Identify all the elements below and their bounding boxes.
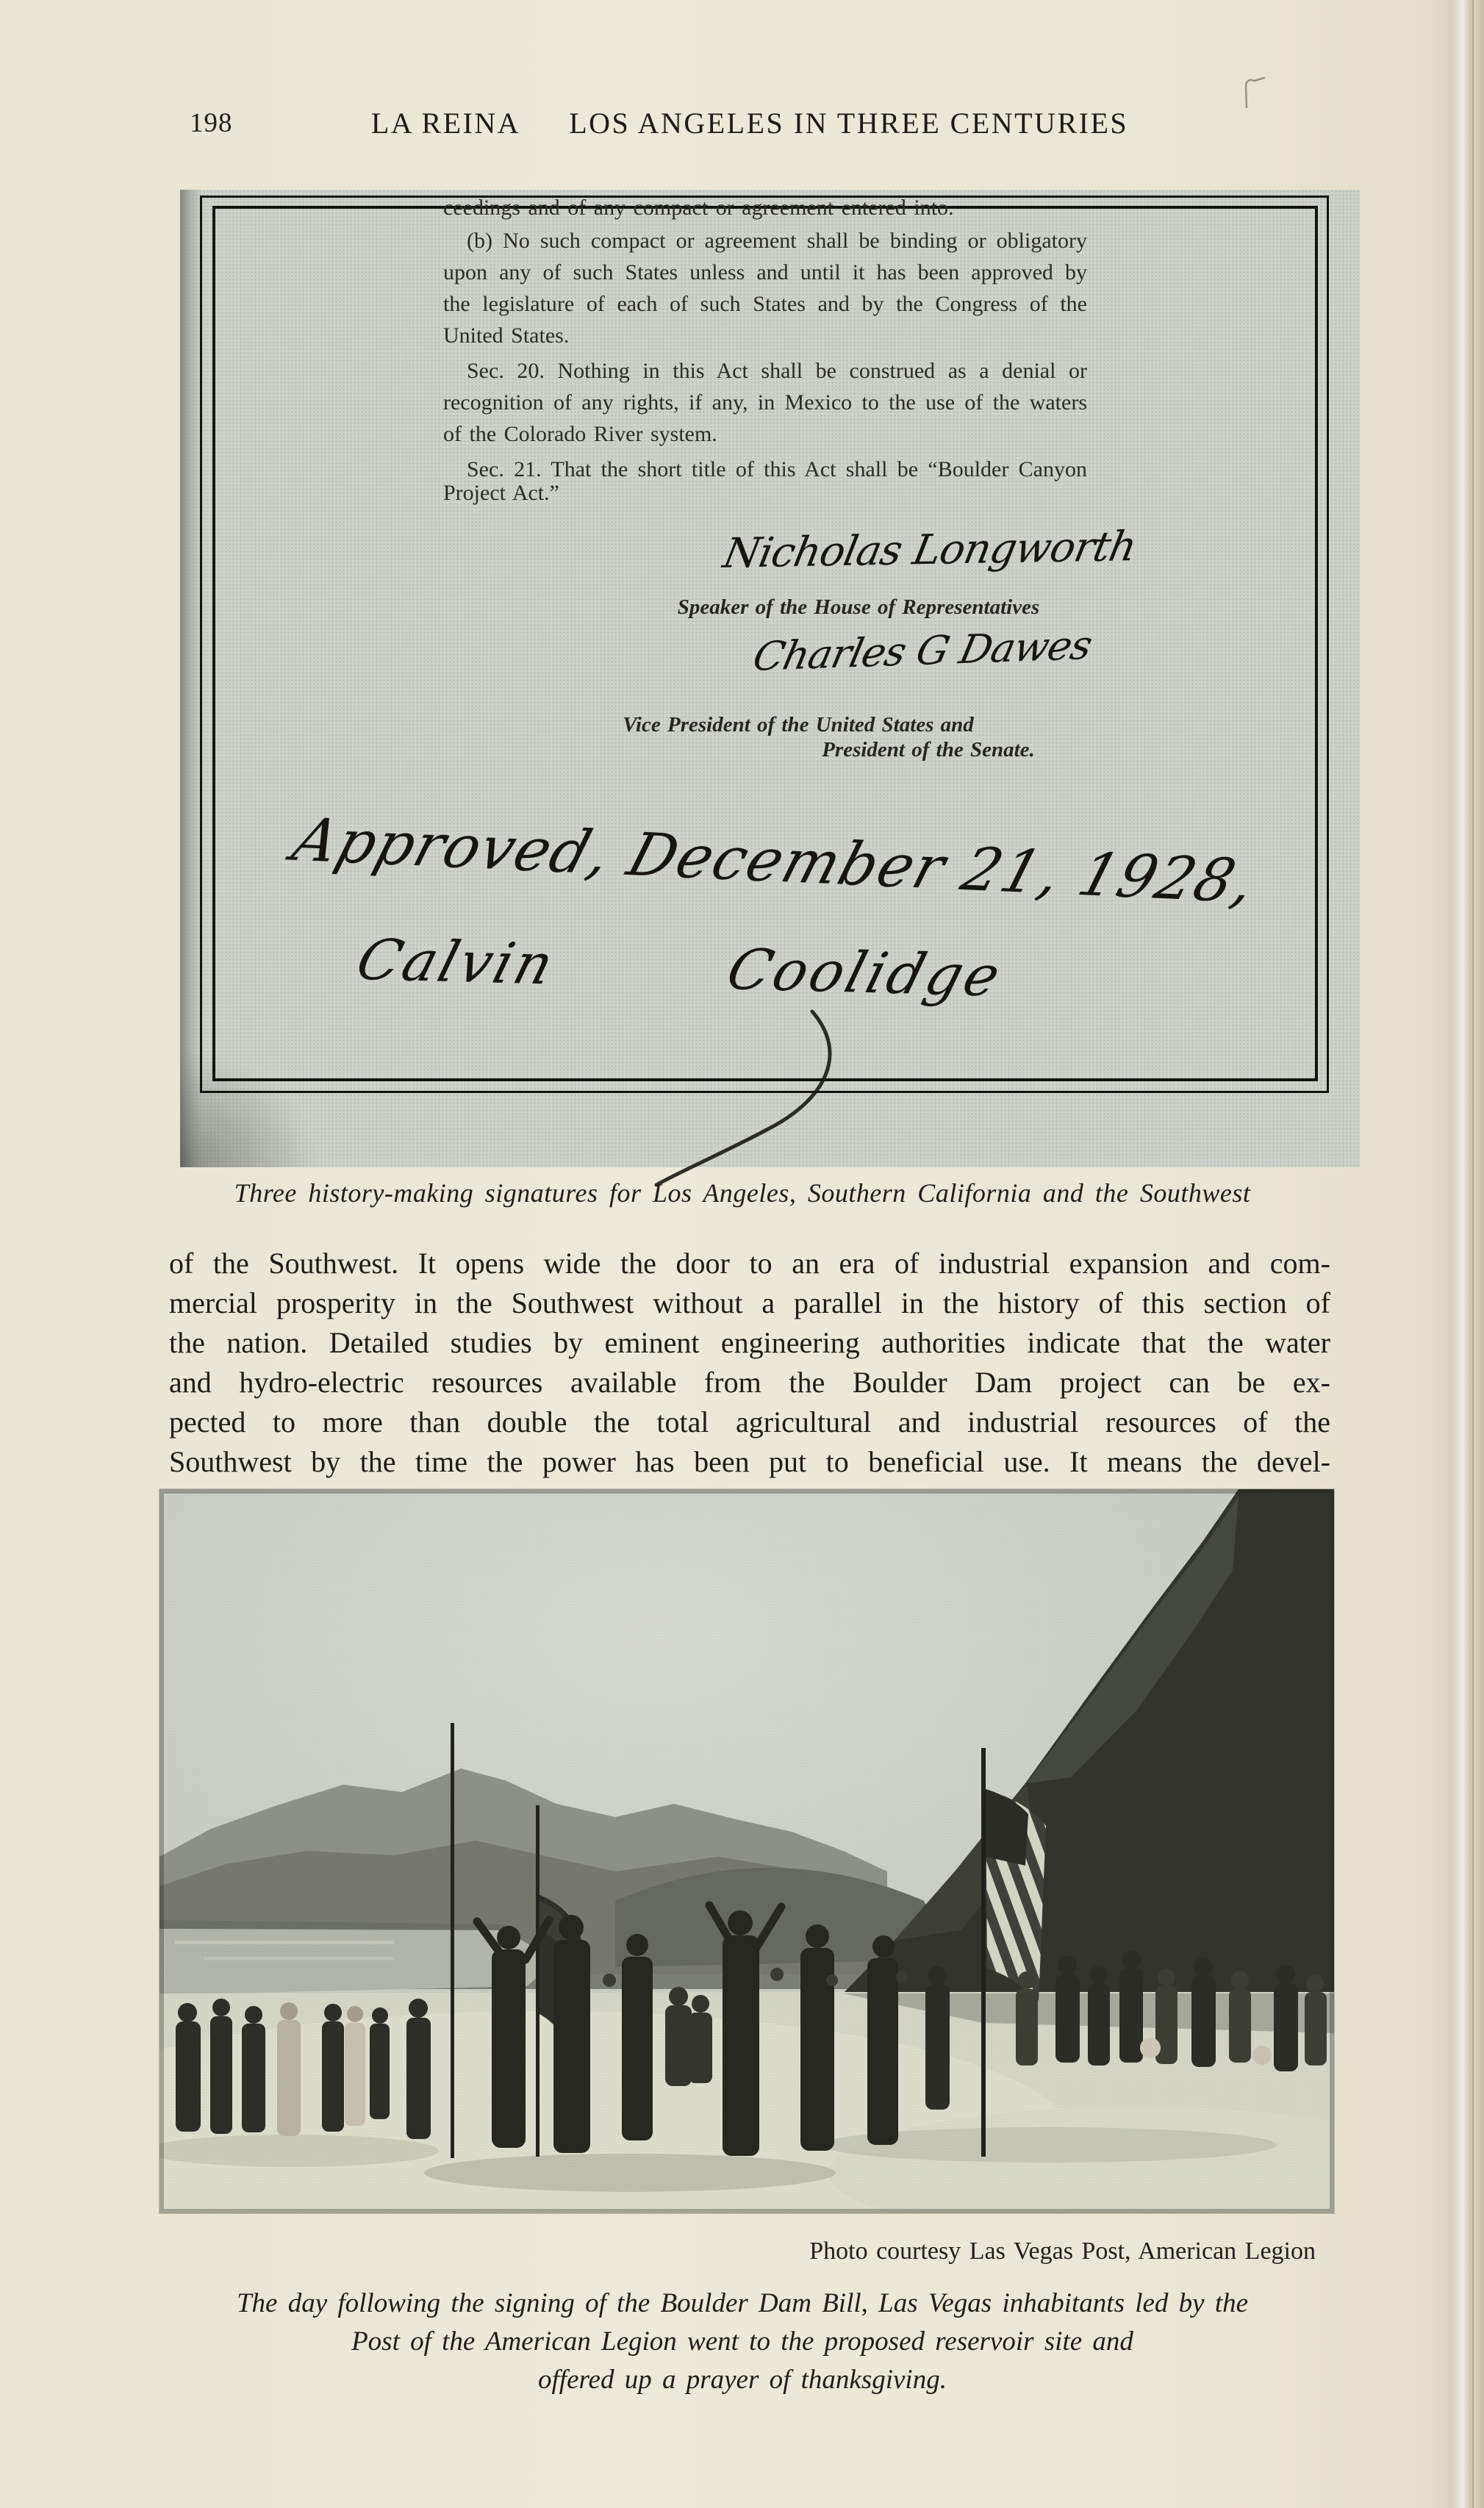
facsimile-left-shadow: [180, 190, 202, 1167]
act-line: Sec. 21. That the short title of this Act shall be “Boulder Canyon: [467, 457, 1087, 481]
body-line: of the Southwest. It opens wide the door to an era of industrial expansion and com-: [169, 1247, 1330, 1280]
president-signature: Calvin Coolidge: [349, 926, 1011, 1009]
act-line: recognition of any rights, if any, in Mexico to the use of the waters: [443, 390, 1087, 415]
running-head: [309, 106, 1191, 140]
facsimile-caption: Three history-making signatures for Los Angeles, Southern California and the Southwest: [234, 1178, 1251, 1208]
photo-caption-line: offered up a prayer of thanksgiving.: [538, 2365, 947, 2395]
body-line: the nation. Detailed studies by eminent engineering authorities indicate that the water: [169, 1326, 1330, 1359]
page-edge-shadow-line: [1472, 0, 1474, 2508]
act-line: of the Colorado River system.: [443, 422, 717, 446]
photo-caption-line: Post of the American Legion went to the proposed reservoir site and: [351, 2326, 1133, 2357]
pencil-mark: [1241, 72, 1273, 112]
act-line: Project Act.”: [443, 481, 559, 505]
body-line: and hydro-electric resources available from the Boulder Dam project can be ex-: [169, 1366, 1330, 1399]
photo-caption-line: The day following the signing of the Boulder Dam Bill, Las Vegas inhabitants led by the: [236, 2288, 1249, 2318]
act-facsimile-image: [180, 190, 1360, 1167]
act-line: United States.: [443, 323, 570, 348]
body-paragraph: [169, 1244, 1330, 1482]
body-line: mercial prosperity in the Southwest without a parallel in the history of this section of: [169, 1286, 1330, 1319]
act-line: ceedings and of any compact or agreement entered into.: [443, 196, 954, 220]
approval-inscription: Approved, December 21, 1928,: [285, 805, 1265, 917]
vice-president-title-line2: President of the Senate.: [822, 738, 1035, 762]
act-line: (b) No such compact or agreement shall be binding or obligatory: [467, 229, 1087, 253]
vice-president-signature: Charles G Dawes: [748, 622, 1097, 680]
photo-credit: Photo courtesy Las Vegas Post, American Legion: [809, 2238, 1316, 2265]
speaker-signature: Nicholas Longworth: [719, 523, 1141, 578]
vice-president-title-line1: Vice President of the United States and: [623, 713, 974, 737]
body-line: Southwest by the time the power has been put to beneficial use. It means the devel-: [169, 1445, 1330, 1478]
ceremony-photo: [159, 1489, 1334, 2213]
running-head-subtitle: LOS ANGELES IN THREE CENTURIES: [569, 107, 1129, 140]
body-line: pected to more than double the total agricultural and industrial resources of the: [169, 1405, 1330, 1438]
running-head-book-title: LA REINA: [370, 107, 521, 140]
act-line: the legislature of each of such States and by the Congress of the: [443, 292, 1087, 316]
page-number: 198: [190, 108, 233, 138]
act-line: Sec. 20. Nothing in this Act shall be construed as a denial or: [467, 359, 1087, 383]
act-line: upon any of such States unless and until it has been approved by: [443, 260, 1087, 284]
speaker-title: Speaker of the House of Representatives: [677, 595, 1040, 619]
signature-flourish: [636, 1006, 871, 1189]
photo-caption: [154, 2285, 1330, 2399]
ceremony-photo-art: [159, 1489, 1334, 2213]
page-right-edge: [1431, 0, 1484, 2508]
